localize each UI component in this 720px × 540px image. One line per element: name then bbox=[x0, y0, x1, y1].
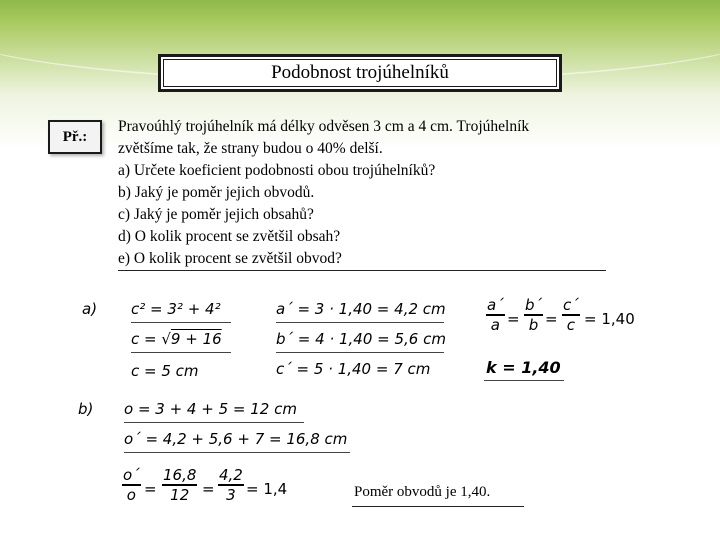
step-underline bbox=[276, 322, 444, 323]
sqrt-equation: c = √9 + 16 bbox=[131, 330, 222, 348]
result-underline bbox=[484, 380, 564, 381]
slide-title: Podobnost trojúhelníků bbox=[271, 62, 449, 83]
pythagoras-equation: c² = 3² + 4² bbox=[131, 300, 221, 318]
equals-sign: = bbox=[202, 480, 215, 498]
perimeter-ratio-value: = 1,4 bbox=[246, 480, 288, 498]
task-divider bbox=[118, 270, 606, 271]
title-box bbox=[158, 54, 562, 92]
step-underline bbox=[124, 422, 304, 423]
task-intro-line: Pravoúhlý trojúhelník má délky odvěsen 3 cm a 4 cm. Trojúhelník bbox=[118, 118, 530, 135]
hypotenuse-result: c = 5 cm bbox=[131, 362, 199, 380]
example-label: Př.: bbox=[62, 128, 88, 145]
similarity-coefficient: k = 1,40 bbox=[486, 358, 561, 377]
task-question: a) Určete koeficient podobnosti obou trojúhelníků? bbox=[118, 162, 436, 179]
task-question: b) Jaký je poměr jejich obvodů. bbox=[118, 184, 315, 201]
task-intro-line: zvětšíme tak, že strany budou o 40% delší. bbox=[118, 140, 383, 157]
perimeter-answer: Poměr obvodů je 1,40. bbox=[354, 484, 491, 500]
perimeter-fraction: o´ o bbox=[123, 466, 140, 504]
step-underline bbox=[124, 452, 350, 453]
equals-sign: = bbox=[545, 310, 558, 328]
example-label-box bbox=[48, 120, 102, 154]
task-question: d) O kolik procent se zvětšil obsah? bbox=[118, 228, 341, 245]
step-underline bbox=[131, 352, 231, 353]
task-question: c) Jaký je poměr jejich obsahů? bbox=[118, 206, 314, 223]
side-b-scaled: b´ = 4 · 1,40 = 5,6 cm bbox=[276, 330, 446, 348]
equals-sign: = bbox=[507, 310, 520, 328]
equals-sign: = bbox=[144, 480, 157, 498]
task-question: e) O kolik procent se zvětšil obvod? bbox=[118, 250, 342, 267]
perimeter-fraction: 4,2 3 bbox=[219, 466, 243, 504]
ratio-fraction: c´ c bbox=[563, 296, 579, 334]
answer-underline bbox=[352, 506, 524, 507]
perimeter-original: o = 3 + 4 + 5 = 12 cm bbox=[124, 400, 297, 418]
ratio-value: = 1,40 bbox=[584, 310, 635, 328]
ratio-fraction: b´ b bbox=[525, 296, 543, 334]
perimeter-scaled: o´ = 4,2 + 5,6 + 7 = 16,8 cm bbox=[124, 430, 348, 448]
ratio-fraction: a´ a bbox=[487, 296, 504, 334]
side-a-scaled: a´ = 3 · 1,40 = 4,2 cm bbox=[276, 300, 446, 318]
task-text bbox=[118, 116, 618, 270]
step-underline bbox=[131, 322, 231, 323]
perimeter-fraction: 16,8 12 bbox=[163, 466, 197, 504]
part-b-label: b) bbox=[78, 400, 94, 418]
part-a-label: a) bbox=[82, 300, 98, 318]
step-underline bbox=[276, 352, 444, 353]
side-c-scaled: c´ = 5 · 1,40 = 7 cm bbox=[276, 360, 431, 378]
